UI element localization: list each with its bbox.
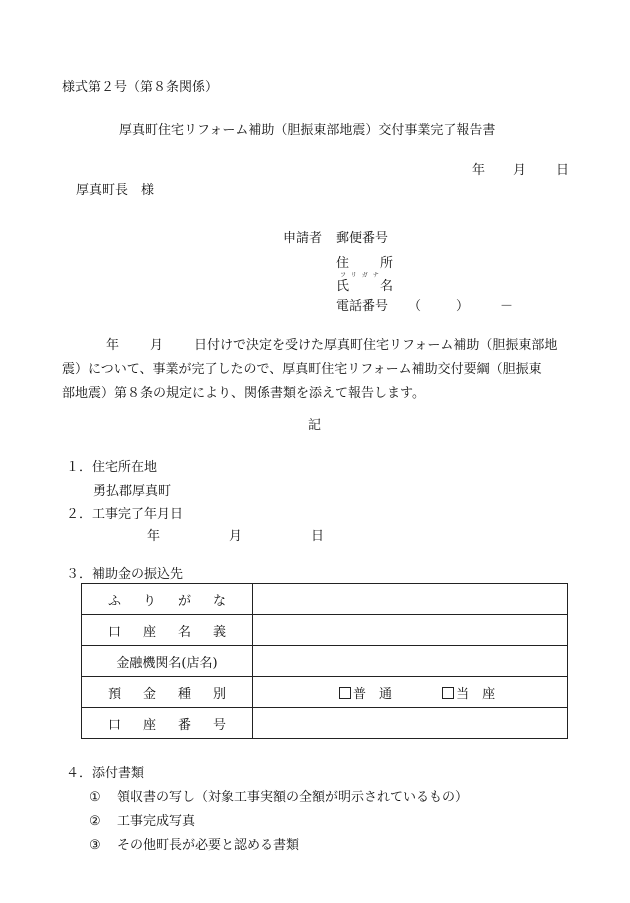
name-char-2: 名	[380, 279, 394, 294]
section-1-label: １．住宅所在地	[66, 460, 158, 475]
date-year: 年	[472, 163, 486, 178]
label-char: 座	[142, 624, 156, 640]
label-char: り	[142, 593, 156, 609]
phone-label: 電話番号	[336, 299, 389, 314]
phone-close-paren: ）	[456, 299, 470, 314]
checkbox-icon[interactable]	[442, 687, 454, 699]
label-char: が	[177, 593, 191, 609]
body-paragraph	[62, 334, 570, 406]
label-char: 口	[108, 717, 122, 733]
body-line-3: 部地震）第８条の規定により、関係書類を添えて報告します。	[62, 386, 425, 401]
attachment-2-num: ②	[89, 814, 101, 829]
deposit-type-value-cell	[253, 677, 568, 708]
applicant-label: 申請者	[283, 231, 323, 246]
bank-transfer-table	[81, 583, 568, 739]
account-number-label	[82, 708, 253, 739]
account-name-label	[82, 615, 253, 646]
table-row	[82, 584, 568, 615]
document-title: 厚真町住宅リフォーム補助（胆振東部地震）交付事業完了報告書	[119, 123, 496, 138]
postal-label: 郵便番号	[336, 231, 389, 246]
attachment-3-text: その他町長が必要と認める書類	[117, 838, 300, 853]
table-row	[82, 646, 568, 677]
phone-open-paren: （	[408, 299, 422, 314]
body-line-1: 年 月 日付けで決定を受けた厚真町住宅リフォーム補助（胆振東部地	[106, 338, 558, 353]
furigana: フリガナ	[340, 272, 384, 279]
label-char: 預	[108, 686, 122, 702]
attachment-1-text: 領収書の写し（対象工事実額の全額が明示されているもの）	[117, 790, 469, 805]
attachment-2-text: 工事完成写真	[117, 814, 196, 829]
label-char: な	[212, 593, 226, 609]
section-2-label: ２．工事完了年月日	[66, 507, 184, 522]
addressee: 厚真町長 様	[76, 183, 155, 198]
furigana-value-cell[interactable]	[253, 584, 568, 615]
phone-dash: －	[500, 299, 514, 314]
section-1-value: 勇払郡厚真町	[93, 484, 172, 499]
label-char: 口	[108, 624, 122, 640]
label-char: 号	[212, 717, 226, 733]
table-row	[82, 677, 568, 708]
label-char: 座	[142, 717, 156, 733]
section-3-label: ３．補助金の振込先	[66, 567, 184, 582]
label-char: 義	[212, 624, 226, 640]
section-2-year: 年	[147, 529, 161, 544]
deposit-option-touza[interactable]: 当 座	[442, 683, 495, 702]
deposit-type-label	[82, 677, 253, 708]
label-char: 名	[177, 624, 191, 640]
label-char: 種	[177, 686, 191, 702]
bank-name-value-cell[interactable]	[253, 646, 568, 677]
address-char-1: 住	[336, 256, 350, 271]
label-char: 別	[212, 686, 226, 702]
ki-heading: 記	[308, 418, 322, 433]
form-number: 様式第２号（第８条関係）	[62, 80, 219, 95]
label-char: ふ	[108, 593, 122, 609]
attachment-3-num: ③	[89, 838, 101, 853]
section-2-day: 日	[311, 529, 325, 544]
name-char-1: 氏	[336, 279, 350, 294]
checkbox-icon[interactable]	[339, 687, 351, 699]
section-2-month: 月	[229, 529, 243, 544]
date-day: 日	[556, 163, 570, 178]
bank-name-label: 金融機関名(店名)	[82, 646, 253, 677]
deposit-option-futsu[interactable]: 普 通	[339, 683, 392, 702]
furigana-label	[82, 584, 253, 615]
section-4-label: ４．添付書類	[66, 766, 145, 781]
table-row	[82, 615, 568, 646]
account-number-value-cell[interactable]	[253, 708, 568, 739]
table-row	[82, 708, 568, 739]
body-line-2: 震）について、事業が完了したので、厚真町住宅リフォーム補助交付要綱（胆振東	[62, 362, 542, 377]
address-char-2: 所	[380, 256, 394, 271]
date-month: 月	[513, 163, 527, 178]
account-name-value-cell[interactable]	[253, 615, 568, 646]
label-char: 金	[142, 686, 156, 702]
attachment-1-num: ①	[89, 790, 101, 805]
label-char: 番	[177, 717, 191, 733]
